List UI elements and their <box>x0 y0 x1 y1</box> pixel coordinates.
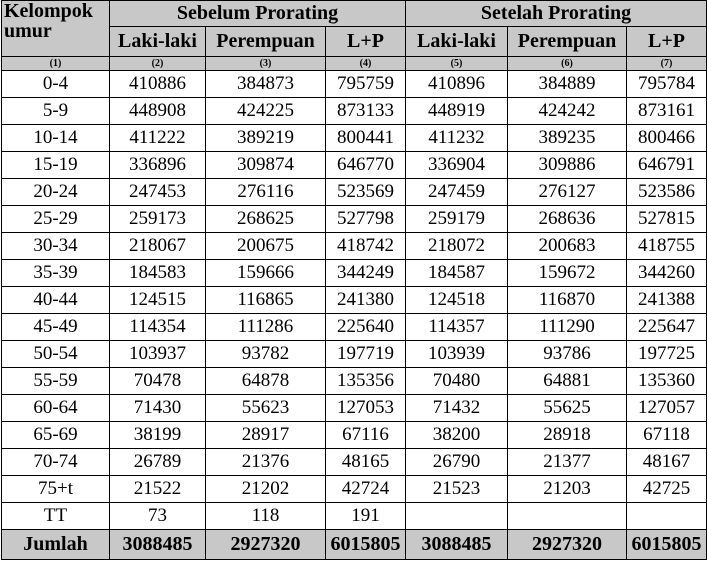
value-cell: 344249 <box>326 260 406 287</box>
total-label: Jumlah <box>2 530 110 560</box>
total-header: L+P <box>326 27 406 57</box>
table-row <box>2 395 707 422</box>
value-cell: 111286 <box>206 314 326 341</box>
value-cell: 241380 <box>326 287 406 314</box>
value-cell: 344260 <box>627 260 707 287</box>
value-cell: 42725 <box>627 476 707 503</box>
value-cell: 21523 <box>406 476 508 503</box>
total-cell: 3088485 <box>406 530 508 560</box>
age-group-cell: 5-9 <box>2 98 110 125</box>
value-cell: 527815 <box>627 206 707 233</box>
value-cell: 38200 <box>406 422 508 449</box>
value-cell: 800466 <box>627 125 707 152</box>
column-number: (2) <box>110 57 206 71</box>
value-cell: 424242 <box>508 98 627 125</box>
after-prorating-header: Setelah Prorating <box>406 1 707 27</box>
value-cell: 197725 <box>627 341 707 368</box>
age-group-header: Kelompok umur <box>2 1 110 57</box>
value-cell: 527798 <box>326 206 406 233</box>
value-cell: 93782 <box>206 341 326 368</box>
value-cell: 111290 <box>508 314 627 341</box>
value-cell: 225640 <box>326 314 406 341</box>
table-row <box>2 179 707 206</box>
value-cell: 795784 <box>627 71 707 98</box>
value-cell: 159666 <box>206 260 326 287</box>
total-cell: 2927320 <box>508 530 627 560</box>
value-cell: 191 <box>326 503 406 530</box>
value-cell: 418742 <box>326 233 406 260</box>
value-cell <box>508 503 627 530</box>
table-row <box>2 71 707 98</box>
value-cell: 116865 <box>206 287 326 314</box>
value-cell: 48167 <box>627 449 707 476</box>
age-group-cell: 45-49 <box>2 314 110 341</box>
table-body <box>2 71 707 530</box>
value-cell: 118 <box>206 503 326 530</box>
value-cell: 276116 <box>206 179 326 206</box>
value-cell: 70478 <box>110 368 206 395</box>
value-cell: 336896 <box>110 152 206 179</box>
male-header: Laki-laki <box>110 27 206 57</box>
table-row <box>2 368 707 395</box>
value-cell: 247459 <box>406 179 508 206</box>
value-cell: 309886 <box>508 152 627 179</box>
table-row <box>2 206 707 233</box>
value-cell: 523569 <box>326 179 406 206</box>
value-cell: 184583 <box>110 260 206 287</box>
value-cell: 26789 <box>110 449 206 476</box>
value-cell: 411232 <box>406 125 508 152</box>
value-cell: 276127 <box>508 179 627 206</box>
age-group-cell: 55-59 <box>2 368 110 395</box>
value-cell <box>406 503 508 530</box>
age-group-cell: TT <box>2 503 110 530</box>
age-group-cell: 60-64 <box>2 395 110 422</box>
value-cell: 21522 <box>110 476 206 503</box>
table-row <box>2 314 707 341</box>
column-number: (6) <box>508 57 627 71</box>
value-cell: 64881 <box>508 368 627 395</box>
value-cell: 646791 <box>627 152 707 179</box>
value-cell: 448919 <box>406 98 508 125</box>
age-group-cell: 65-69 <box>2 422 110 449</box>
value-cell: 64878 <box>206 368 326 395</box>
table-row <box>2 476 707 503</box>
value-cell: 418755 <box>627 233 707 260</box>
value-cell: 70480 <box>406 368 508 395</box>
value-cell: 259179 <box>406 206 508 233</box>
table-row <box>2 503 707 530</box>
age-group-cell: 25-29 <box>2 206 110 233</box>
age-group-cell: 50-54 <box>2 341 110 368</box>
value-cell: 124515 <box>110 287 206 314</box>
female-header: Perempuan <box>206 27 326 57</box>
value-cell: 93786 <box>508 341 627 368</box>
value-cell: 200675 <box>206 233 326 260</box>
age-group-cell: 15-19 <box>2 152 110 179</box>
value-cell: 124518 <box>406 287 508 314</box>
table-row <box>2 125 707 152</box>
column-number: (4) <box>326 57 406 71</box>
value-cell: 218072 <box>406 233 508 260</box>
male-header: Laki-laki <box>406 27 508 57</box>
value-cell: 448908 <box>110 98 206 125</box>
column-number: (1) <box>2 57 110 71</box>
table-row <box>2 422 707 449</box>
column-number: (5) <box>406 57 508 71</box>
age-group-cell: 35-39 <box>2 260 110 287</box>
value-cell: 55623 <box>206 395 326 422</box>
value-cell: 26790 <box>406 449 508 476</box>
value-cell: 200683 <box>508 233 627 260</box>
age-group-cell: 30-34 <box>2 233 110 260</box>
table-row <box>2 341 707 368</box>
value-cell: 646770 <box>326 152 406 179</box>
table-row <box>2 449 707 476</box>
total-cell: 6015805 <box>627 530 707 560</box>
value-cell: 411222 <box>110 125 206 152</box>
value-cell: 21202 <box>206 476 326 503</box>
value-cell: 268636 <box>508 206 627 233</box>
value-cell: 523586 <box>627 179 707 206</box>
value-cell: 197719 <box>326 341 406 368</box>
value-cell: 384889 <box>508 71 627 98</box>
table-row <box>2 260 707 287</box>
total-row <box>2 530 707 560</box>
value-cell <box>627 503 707 530</box>
before-prorating-header: Sebelum Prorating <box>110 1 406 27</box>
value-cell: 114354 <box>110 314 206 341</box>
value-cell: 259173 <box>110 206 206 233</box>
value-cell: 28917 <box>206 422 326 449</box>
value-cell: 135360 <box>627 368 707 395</box>
value-cell: 873161 <box>627 98 707 125</box>
value-cell: 309874 <box>206 152 326 179</box>
age-group-cell: 0-4 <box>2 71 110 98</box>
value-cell: 268625 <box>206 206 326 233</box>
value-cell: 38199 <box>110 422 206 449</box>
age-group-cell: 75+t <box>2 476 110 503</box>
value-cell: 42724 <box>326 476 406 503</box>
value-cell: 103937 <box>110 341 206 368</box>
value-cell: 424225 <box>206 98 326 125</box>
age-group-cell: 10-14 <box>2 125 110 152</box>
value-cell: 48165 <box>326 449 406 476</box>
value-cell: 795759 <box>326 71 406 98</box>
age-group-cell: 70-74 <box>2 449 110 476</box>
table-row <box>2 98 707 125</box>
age-group-cell: 40-44 <box>2 287 110 314</box>
value-cell: 73 <box>110 503 206 530</box>
value-cell: 21203 <box>508 476 627 503</box>
value-cell: 410896 <box>406 71 508 98</box>
value-cell: 410886 <box>110 71 206 98</box>
table-row <box>2 152 707 179</box>
value-cell: 873133 <box>326 98 406 125</box>
value-cell: 21376 <box>206 449 326 476</box>
value-cell: 218067 <box>110 233 206 260</box>
female-header: Perempuan <box>508 27 627 57</box>
value-cell: 225647 <box>627 314 707 341</box>
column-number: (3) <box>206 57 326 71</box>
value-cell: 116870 <box>508 287 627 314</box>
total-cell: 2927320 <box>206 530 326 560</box>
value-cell: 114357 <box>406 314 508 341</box>
value-cell: 247453 <box>110 179 206 206</box>
value-cell: 241388 <box>627 287 707 314</box>
table-row <box>2 287 707 314</box>
column-number: (7) <box>627 57 707 71</box>
total-cell: 3088485 <box>110 530 206 560</box>
value-cell: 103939 <box>406 341 508 368</box>
value-cell: 127053 <box>326 395 406 422</box>
value-cell: 184587 <box>406 260 508 287</box>
value-cell: 71432 <box>406 395 508 422</box>
value-cell: 67118 <box>627 422 707 449</box>
value-cell: 55625 <box>508 395 627 422</box>
age-group-cell: 20-24 <box>2 179 110 206</box>
value-cell: 71430 <box>110 395 206 422</box>
table-row <box>2 233 707 260</box>
value-cell: 384873 <box>206 71 326 98</box>
value-cell: 127057 <box>627 395 707 422</box>
total-cell: 6015805 <box>326 530 406 560</box>
value-cell: 21377 <box>508 449 627 476</box>
value-cell: 135356 <box>326 368 406 395</box>
population-table <box>1 0 707 560</box>
total-header: L+P <box>627 27 707 57</box>
value-cell: 336904 <box>406 152 508 179</box>
value-cell: 159672 <box>508 260 627 287</box>
value-cell: 67116 <box>326 422 406 449</box>
value-cell: 389235 <box>508 125 627 152</box>
value-cell: 28918 <box>508 422 627 449</box>
value-cell: 800441 <box>326 125 406 152</box>
value-cell: 389219 <box>206 125 326 152</box>
